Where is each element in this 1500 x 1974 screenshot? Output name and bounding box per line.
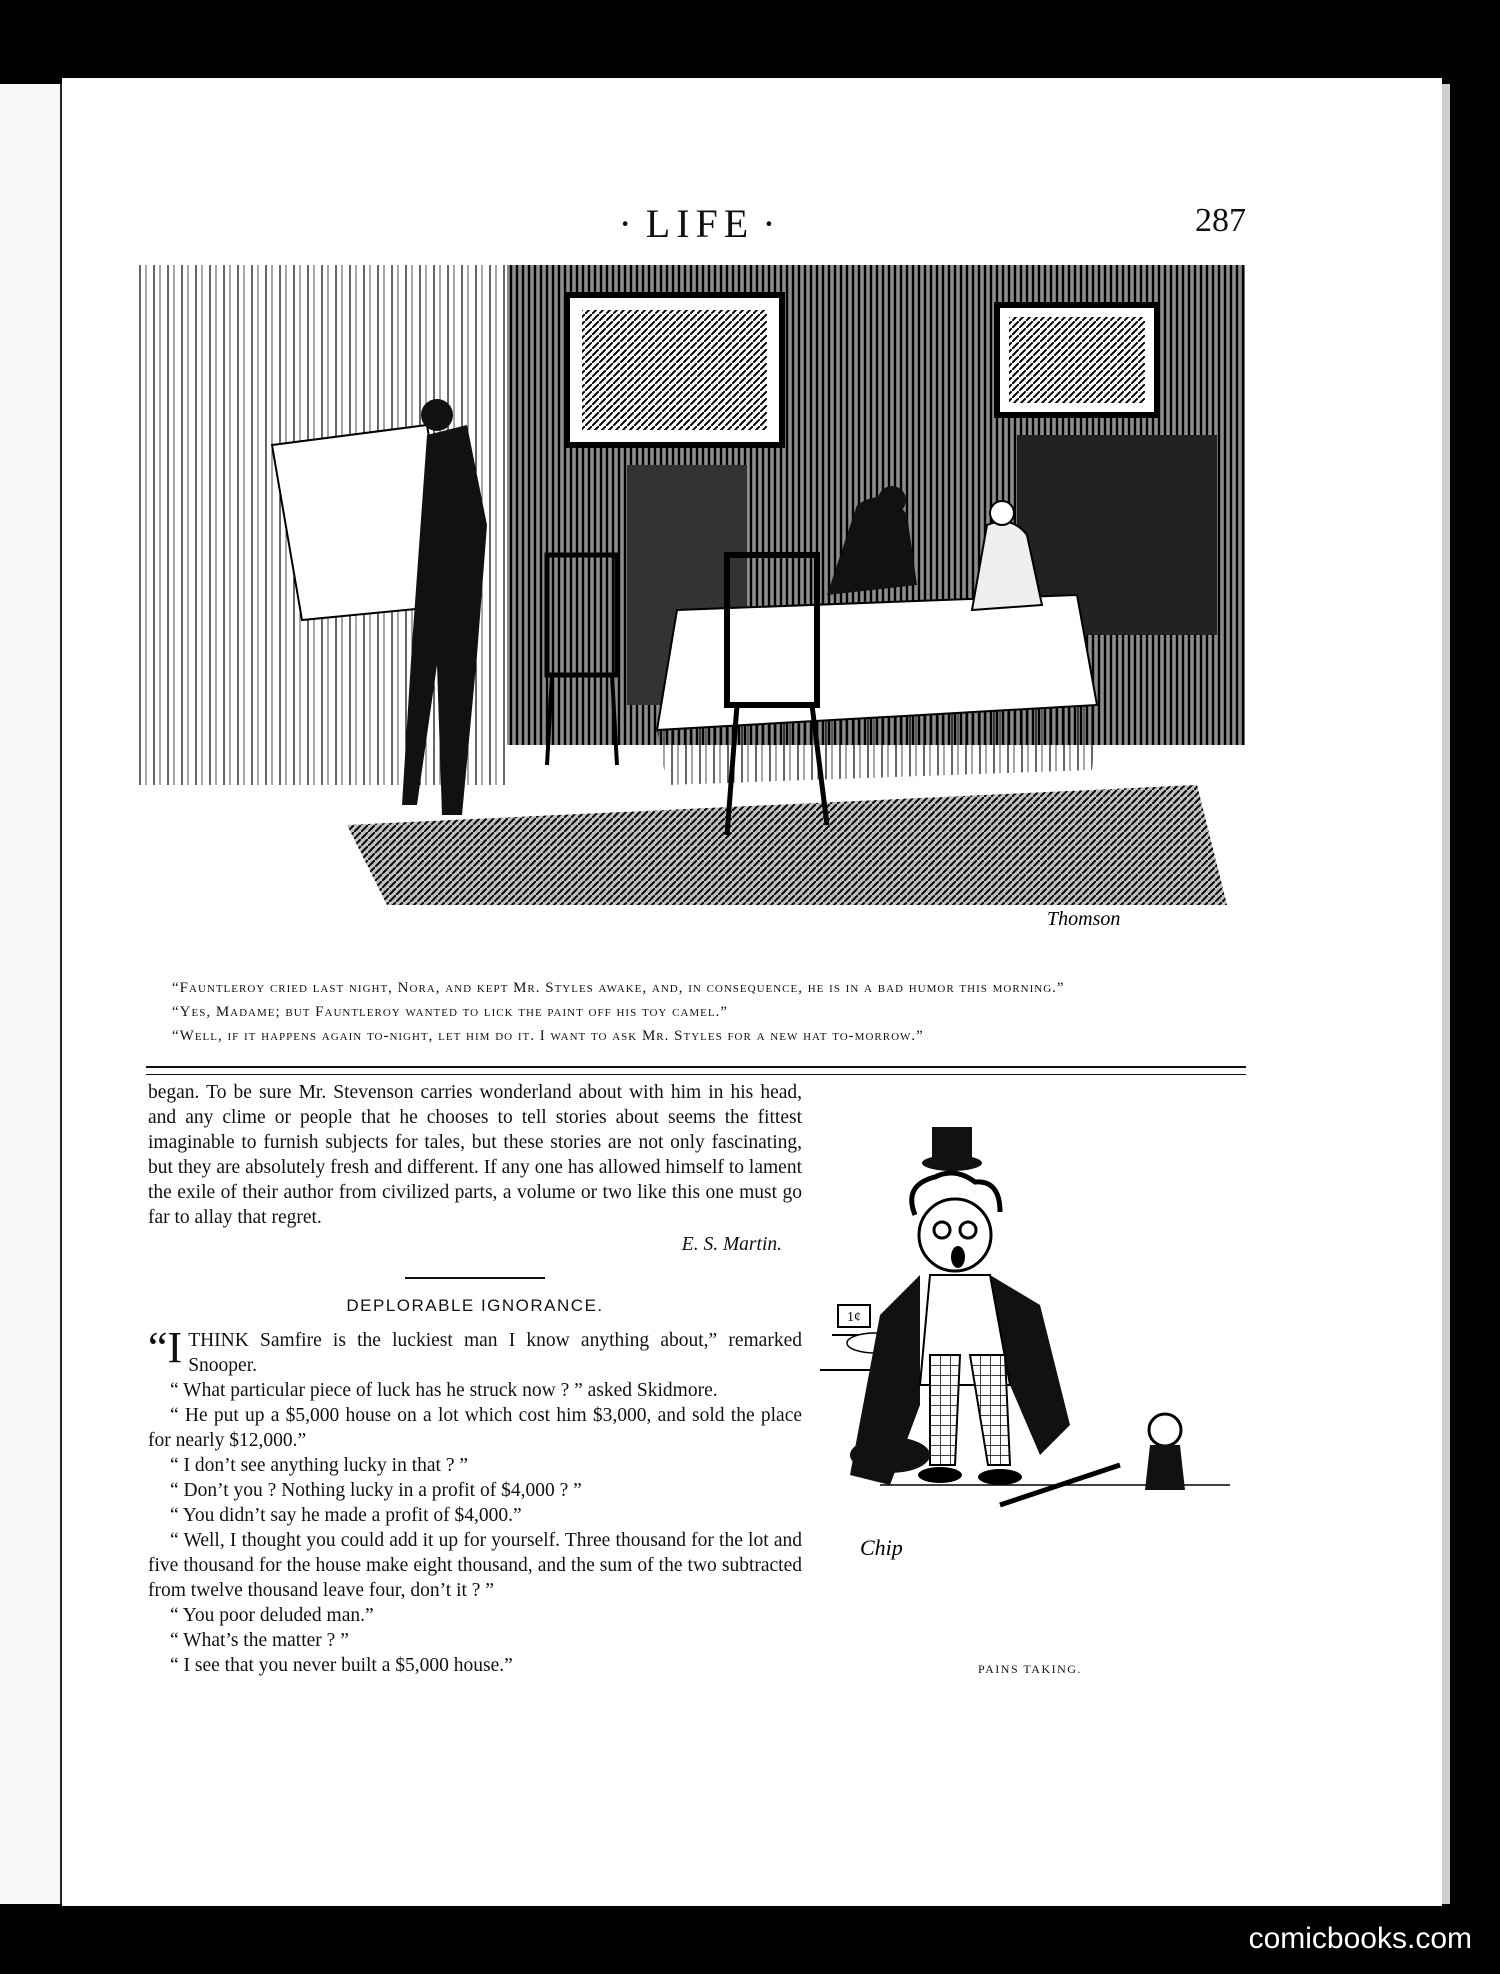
article-paragraph: “ You didn’t say he made a profit of $4,000.” — [170, 1505, 522, 1526]
page-title: LIFE — [645, 201, 755, 246]
article-paragraph: “ I see that you never built a $5,000 house.” — [170, 1655, 513, 1676]
article-paragraph: “ He put up a $5,000 house on a lot which cost him $3,000, and sold the place for nearly $12,000.” — [148, 1405, 802, 1451]
page-header: · LIFE · — [618, 201, 782, 246]
article-paragraph: “ What’s the matter ? ” — [170, 1630, 349, 1651]
article-first-paragraph: THINK Samfire is the luckiest man I know anything about,” remarked Snooper. — [188, 1330, 802, 1376]
illustration-caption — [148, 976, 1254, 1048]
review-paragraph: began. To be sure Mr. Stevenson carries wonderland about with him in his head, and any clime or people that he chooses to tell stories about seems the fittest imaginable to furnish subjects for tales, but these stories are not only fascinating, but they are absolutely fresh and different. If any one has allowed himself to lament the exile of their author from civilized parts, a volume or two like this one must go far to allay that regret. — [148, 1082, 802, 1228]
illustration-signature: Thomson — [1047, 908, 1121, 930]
caption-line: “Yes, Madame; but Fauntleroy wanted to lick the paint off his toy camel.” — [172, 1004, 729, 1020]
previous-page-edge — [0, 84, 66, 1904]
page-edge — [1442, 84, 1450, 1904]
cartoon-caption: PAINS TAKING. — [978, 1662, 1082, 1676]
article-paragraph: “ You poor deluded man.” — [170, 1605, 374, 1626]
cartoon-signature: Chip — [860, 1535, 903, 1560]
article-paragraph: “ Don’t you ? Nothing lucky in a profit of $4,000 ? ” — [170, 1480, 582, 1501]
page-number: 287 — [1195, 202, 1246, 239]
drop-cap: “I — [148, 1323, 183, 1372]
article-paragraph: “ Well, I thought you could add it up for yourself. Three thousand for the lot and five thousand for the house make eight thousand, and the sum of the two subtracted from twelve thousand leave four, don’t it ? ” — [148, 1530, 802, 1601]
article-paragraph: “ I don’t see anything lucky in that ? ” — [170, 1455, 469, 1476]
article-opening — [148, 1323, 802, 1378]
caption-line: “Well, if it happens again to-night, let him do it. I want to ask Mr. Styles for a new hat to-morrow.” — [172, 1028, 924, 1044]
article-title: DEPLORABLE IGNORANCE. — [346, 1296, 604, 1315]
cartoon-sign-text: 1¢ — [847, 1310, 861, 1325]
section-divider — [405, 1277, 545, 1279]
watermark: comicbooks.com — [1248, 1922, 1472, 1955]
caption-line: “Fauntleroy cried last night, Nora, and kept Mr. Styles awake, and, in consequence, he is in a bad humor this morning.” — [172, 980, 1065, 996]
double-rule-divider — [146, 1066, 1246, 1075]
left-column — [148, 1080, 802, 1678]
review-author: E. S. Martin. — [681, 1234, 782, 1255]
dining-room-engraving — [137, 265, 1245, 955]
article-paragraph: “ What particular piece of luck has he struck now ? ” asked Skidmore. — [170, 1380, 718, 1401]
pains-taking-cartoon — [820, 1115, 1240, 1575]
